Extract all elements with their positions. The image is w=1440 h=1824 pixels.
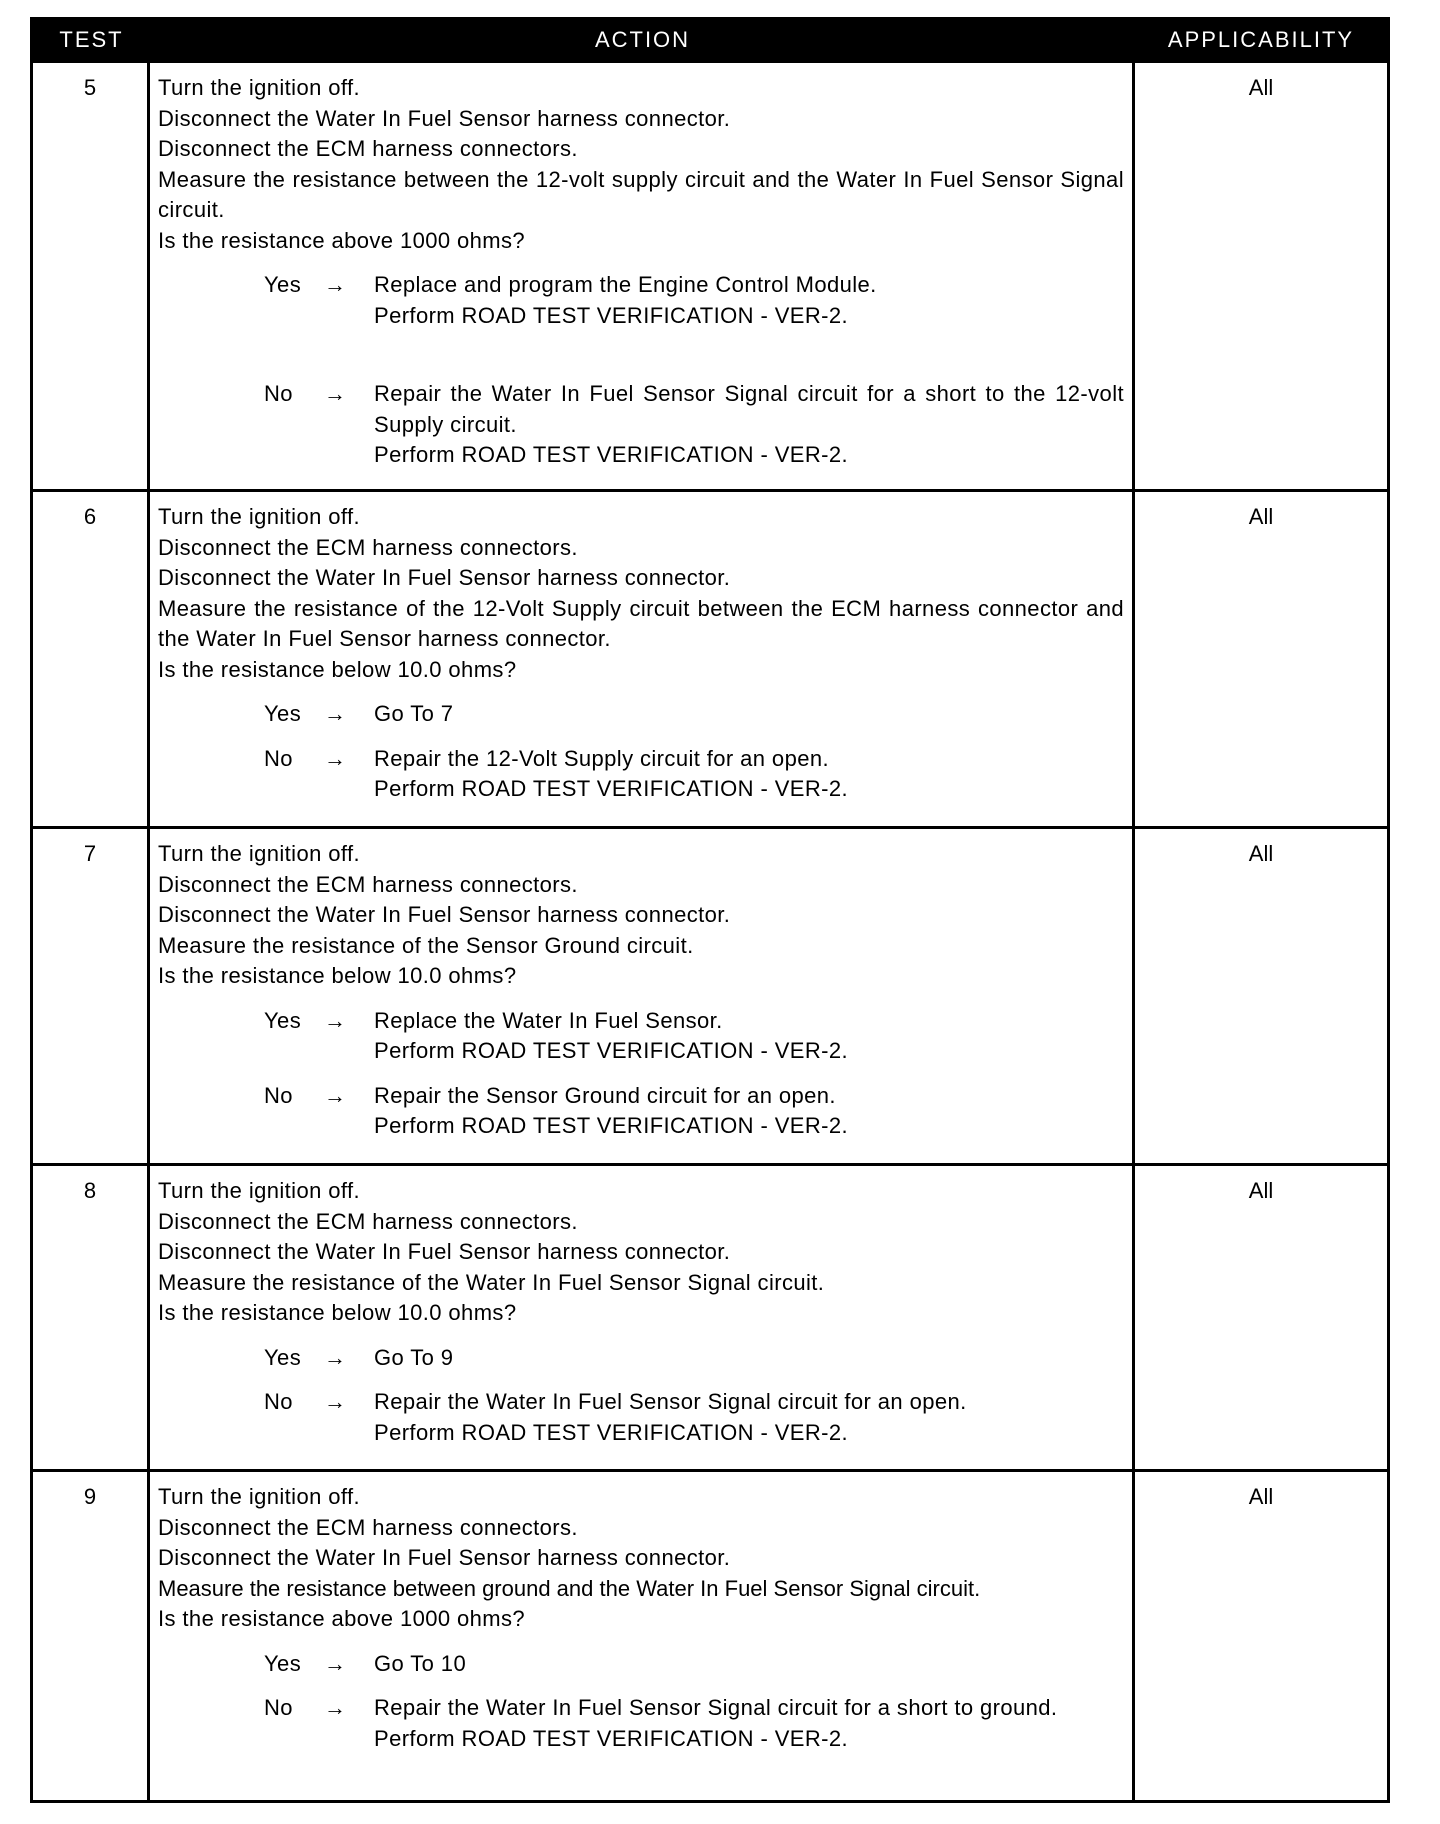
result-line: Perform ROAD TEST VERIFICATION - VER-2. — [374, 442, 849, 467]
step: Is the resistance below 10.0 ohms? — [158, 963, 517, 988]
header-applicability: APPLICABILITY — [1167, 27, 1355, 52]
header-test: TEST — [59, 27, 124, 52]
step: Disconnect the ECM harness connectors. — [158, 1514, 578, 1540]
action-cell — [150, 1166, 1135, 1469]
result-line: Repair the Sensor Ground circuit for an open. — [374, 1082, 836, 1108]
table-header — [33, 20, 1387, 60]
result-line: Go To 7 — [374, 701, 454, 726]
step-list — [158, 1176, 1124, 1329]
no-outcome — [264, 744, 1124, 805]
yes-label: Yes — [264, 1344, 302, 1370]
no-result — [374, 744, 1124, 805]
step: Measure the resistance of the 12-Volt Supply circuit between the ECM harness connector and the Water In Fuel Sensor harness connector. — [158, 595, 1124, 651]
arrow-icon: → — [324, 1389, 347, 1414]
yes-label: Yes — [264, 701, 302, 726]
yes-outcome — [264, 270, 1124, 331]
no-label: No — [264, 1389, 293, 1414]
step: Disconnect the ECM harness connectors. — [158, 871, 578, 897]
result-line: Perform ROAD TEST VERIFICATION - VER-2. — [374, 1113, 849, 1138]
step: Is the resistance above 1000 ohms? — [158, 227, 526, 253]
step: Turn the ignition off. — [158, 841, 361, 866]
yes-result — [374, 1343, 1124, 1374]
result-line: Perform ROAD TEST VERIFICATION - VER-2. — [374, 1419, 849, 1445]
result-line: Replace and program the Engine Control Module. — [374, 272, 877, 297]
no-label: No — [264, 1695, 293, 1720]
yes-outcome — [264, 699, 1124, 730]
result-line: Repair the Water In Fuel Sensor Signal circuit for a short to ground. — [374, 1695, 1058, 1720]
test-number: 7 — [33, 829, 150, 1163]
step: Measure the resistance of the Sensor Ground circuit. — [158, 932, 694, 958]
result-line: Go To 9 — [374, 1344, 454, 1370]
no-result — [374, 1081, 1124, 1142]
yes-label: Yes — [264, 1650, 302, 1676]
no-result — [374, 1693, 1124, 1754]
action-cell — [150, 829, 1135, 1163]
applicability-cell: All — [1248, 75, 1274, 100]
no-outcome — [264, 379, 1124, 471]
step-list — [158, 502, 1124, 685]
arrow-icon: → — [324, 1650, 347, 1676]
step: Measure the resistance between the 12-volt supply circuit and the Water In Fuel Sensor Signal circuit. — [158, 166, 1124, 222]
applicability-cell: All — [1248, 1484, 1274, 1509]
step: Disconnect the Water In Fuel Sensor harness connector. — [158, 902, 731, 927]
test-number: 9 — [33, 1472, 150, 1800]
step: Disconnect the Water In Fuel Sensor harness connector. — [158, 565, 731, 590]
action-cell — [150, 1472, 1135, 1800]
step-list — [158, 839, 1124, 992]
result-line: Perform ROAD TEST VERIFICATION - VER-2. — [374, 776, 849, 801]
diagnostic-table — [30, 17, 1390, 1803]
applicability-cell: All — [1248, 841, 1274, 866]
no-result — [374, 1387, 1124, 1448]
result-line: Replace the Water In Fuel Sensor. — [374, 1007, 723, 1033]
test-number: 5 — [33, 63, 150, 489]
arrow-icon: → — [324, 1344, 347, 1370]
no-outcome — [264, 1387, 1124, 1448]
result-line: Perform ROAD TEST VERIFICATION - VER-2. — [374, 1725, 849, 1751]
arrow-icon: → — [324, 1007, 347, 1033]
step: Turn the ignition off. — [158, 504, 361, 529]
test-number: 6 — [33, 492, 150, 826]
yes-label: Yes — [264, 272, 302, 297]
step: Disconnect the Water In Fuel Sensor harness connector. — [158, 105, 731, 131]
result-line: Perform ROAD TEST VERIFICATION - VER-2. — [374, 1038, 849, 1063]
yes-result — [374, 1006, 1124, 1067]
step: Disconnect the ECM harness connectors. — [158, 136, 578, 161]
action-cell — [150, 492, 1135, 826]
step: Measure the resistance between ground and the Water In Fuel Sensor Signal circuit. — [158, 1575, 981, 1601]
result-line: Repair the 12-Volt Supply circuit for an open. — [374, 745, 829, 771]
step: Disconnect the Water In Fuel Sensor harness connector. — [158, 1545, 731, 1570]
yes-result — [374, 270, 1124, 331]
step: Disconnect the ECM harness connectors. — [158, 1208, 578, 1234]
no-result — [374, 379, 1124, 471]
table-row — [33, 489, 1387, 826]
no-outcome — [264, 1693, 1124, 1754]
step: Disconnect the Water In Fuel Sensor harness connector. — [158, 1239, 731, 1264]
arrow-icon: → — [324, 745, 347, 771]
test-number: 8 — [33, 1166, 150, 1469]
no-label: No — [264, 745, 293, 771]
step: Is the resistance below 10.0 ohms? — [158, 1300, 517, 1325]
table-row — [33, 60, 1387, 489]
no-label: No — [264, 1082, 293, 1108]
step: Measure the resistance of the Water In Fuel Sensor Signal circuit. — [158, 1269, 825, 1295]
result-line: Go To 10 — [374, 1650, 467, 1676]
no-outcome — [264, 1081, 1124, 1142]
table-row — [33, 1469, 1387, 1800]
arrow-icon: → — [324, 272, 347, 297]
table-row — [33, 826, 1387, 1163]
arrow-icon: → — [324, 381, 347, 406]
header-action: ACTION — [594, 27, 691, 52]
no-label: No — [264, 381, 293, 406]
table-row — [33, 1163, 1387, 1469]
arrow-icon: → — [324, 701, 347, 726]
result-line: Repair the Water In Fuel Sensor Signal circuit for a short to the 12-volt Supply circuit. — [374, 381, 1124, 437]
arrow-icon: → — [324, 1695, 347, 1720]
yes-outcome — [264, 1343, 1124, 1374]
arrow-icon: → — [324, 1082, 347, 1108]
result-line: Repair the Water In Fuel Sensor Signal circuit for an open. — [374, 1389, 967, 1414]
yes-result — [374, 1649, 1124, 1680]
step: Turn the ignition off. — [158, 1178, 361, 1203]
yes-result — [374, 699, 1124, 730]
yes-outcome — [264, 1006, 1124, 1067]
step: Is the resistance below 10.0 ohms? — [158, 656, 517, 682]
step: Disconnect the ECM harness connectors. — [158, 534, 578, 560]
applicability-cell: All — [1248, 504, 1274, 529]
action-cell — [150, 63, 1135, 489]
step: Is the resistance above 1000 ohms? — [158, 1606, 526, 1631]
step-list — [158, 73, 1124, 256]
step: Turn the ignition off. — [158, 75, 361, 100]
step: Turn the ignition off. — [158, 1484, 361, 1509]
result-line: Perform ROAD TEST VERIFICATION - VER-2. — [374, 302, 849, 328]
applicability-cell: All — [1248, 1178, 1274, 1203]
step-list — [158, 1482, 1124, 1635]
yes-outcome — [264, 1649, 1124, 1680]
yes-label: Yes — [264, 1007, 302, 1033]
